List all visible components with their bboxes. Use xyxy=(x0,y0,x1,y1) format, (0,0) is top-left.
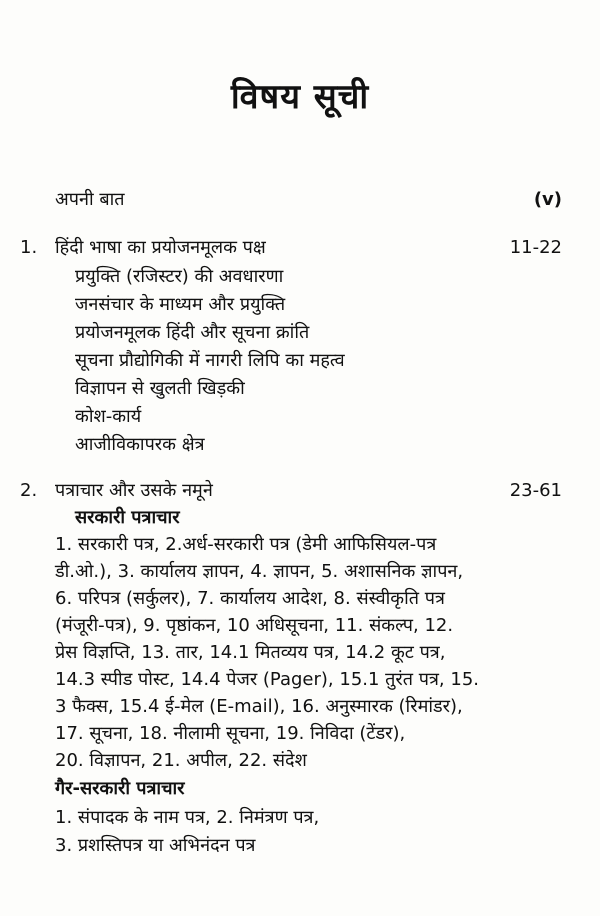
section1-item: कोश-कार्य xyxy=(75,406,142,427)
section2-text-line: (मंजूरी-पत्र), 9. पृष्ठांकन, 10 अधिसूचना, 11. संकल्प, 12. xyxy=(55,615,454,636)
intro-label: अपनी बात xyxy=(55,189,125,210)
section2-text-line: 1. संपादक के नाम पत्र, 2. निमंत्रण पत्र, xyxy=(55,807,320,828)
section2-subheading-official: सरकारी पत्राचार xyxy=(75,507,180,528)
section2-text-line: डी.ओ.), 3. कार्यालय ज्ञापन, 4. ज्ञापन, 5. अशासनिक ज्ञापन, xyxy=(55,561,464,582)
section2-text-line: 14.3 स्पीड पोस्ट, 14.4 पेजर (Pager), 15.1 तुरंत पत्र, 15. xyxy=(55,669,480,690)
section2-text-line: 17. सूचना, 18. नीलामी सूचना, 19. निविदा (टेंडर), xyxy=(55,723,406,744)
section2-text-line: 3 फैक्स, 15.4 ई-मेल (E-mail), 16. अनुस्मारक (रिमांडर), xyxy=(55,696,463,717)
page-title: विषय सूची xyxy=(230,77,370,117)
section1-item: विज्ञापन से खुलती खिड़की xyxy=(75,378,245,399)
section1-item: प्रयुक्ति (रजिस्टर) की अवधारणा xyxy=(75,266,284,287)
section2-text-line: 3. प्रशस्तिपत्र या अभिनंदन पत्र xyxy=(55,835,256,856)
section1-pages: 11-22 xyxy=(509,237,562,258)
section1-item: जनसंचार के माध्यम और प्रयुक्ति xyxy=(75,294,286,315)
section2-subheading-nonofficial: गैर-सरकारी पत्राचार xyxy=(55,778,185,799)
section2-text-line: प्रेस विज्ञप्ति, 13. तार, 14.1 मितव्यय पत्र, 14.2 कूट पत्र, xyxy=(55,642,446,663)
section1-item: आजीविकापरक क्षेत्र xyxy=(75,434,205,455)
section2-pages: 23-61 xyxy=(509,480,562,501)
section1-number: 1. xyxy=(20,237,38,258)
section2-text-line: 6. परिपत्र (सर्कुलर), 7. कार्यालय आदेश, 8. संस्वीकृति पत्र xyxy=(55,588,445,609)
section2-heading: पत्राचार और उसके नमूने xyxy=(55,480,213,501)
section1-item: प्रयोजनमूलक हिंदी और सूचना क्रांति xyxy=(75,322,310,343)
section2-number: 2. xyxy=(20,480,38,501)
section1-item: सूचना प्रौद्योगिकी में नागरी लिपि का महत्व xyxy=(75,350,345,371)
section2-text-line: 1. सरकारी पत्र, 2.अर्ध-सरकारी पत्र (डेमी आफिसियल-पत्र xyxy=(55,534,437,555)
intro-page: (v) xyxy=(533,189,562,210)
section2-text-line: 20. विज्ञापन, 21. अपील, 22. संदेश xyxy=(55,750,307,771)
section1-heading: हिंदी भाषा का प्रयोजनमूलक पक्ष xyxy=(55,237,266,258)
